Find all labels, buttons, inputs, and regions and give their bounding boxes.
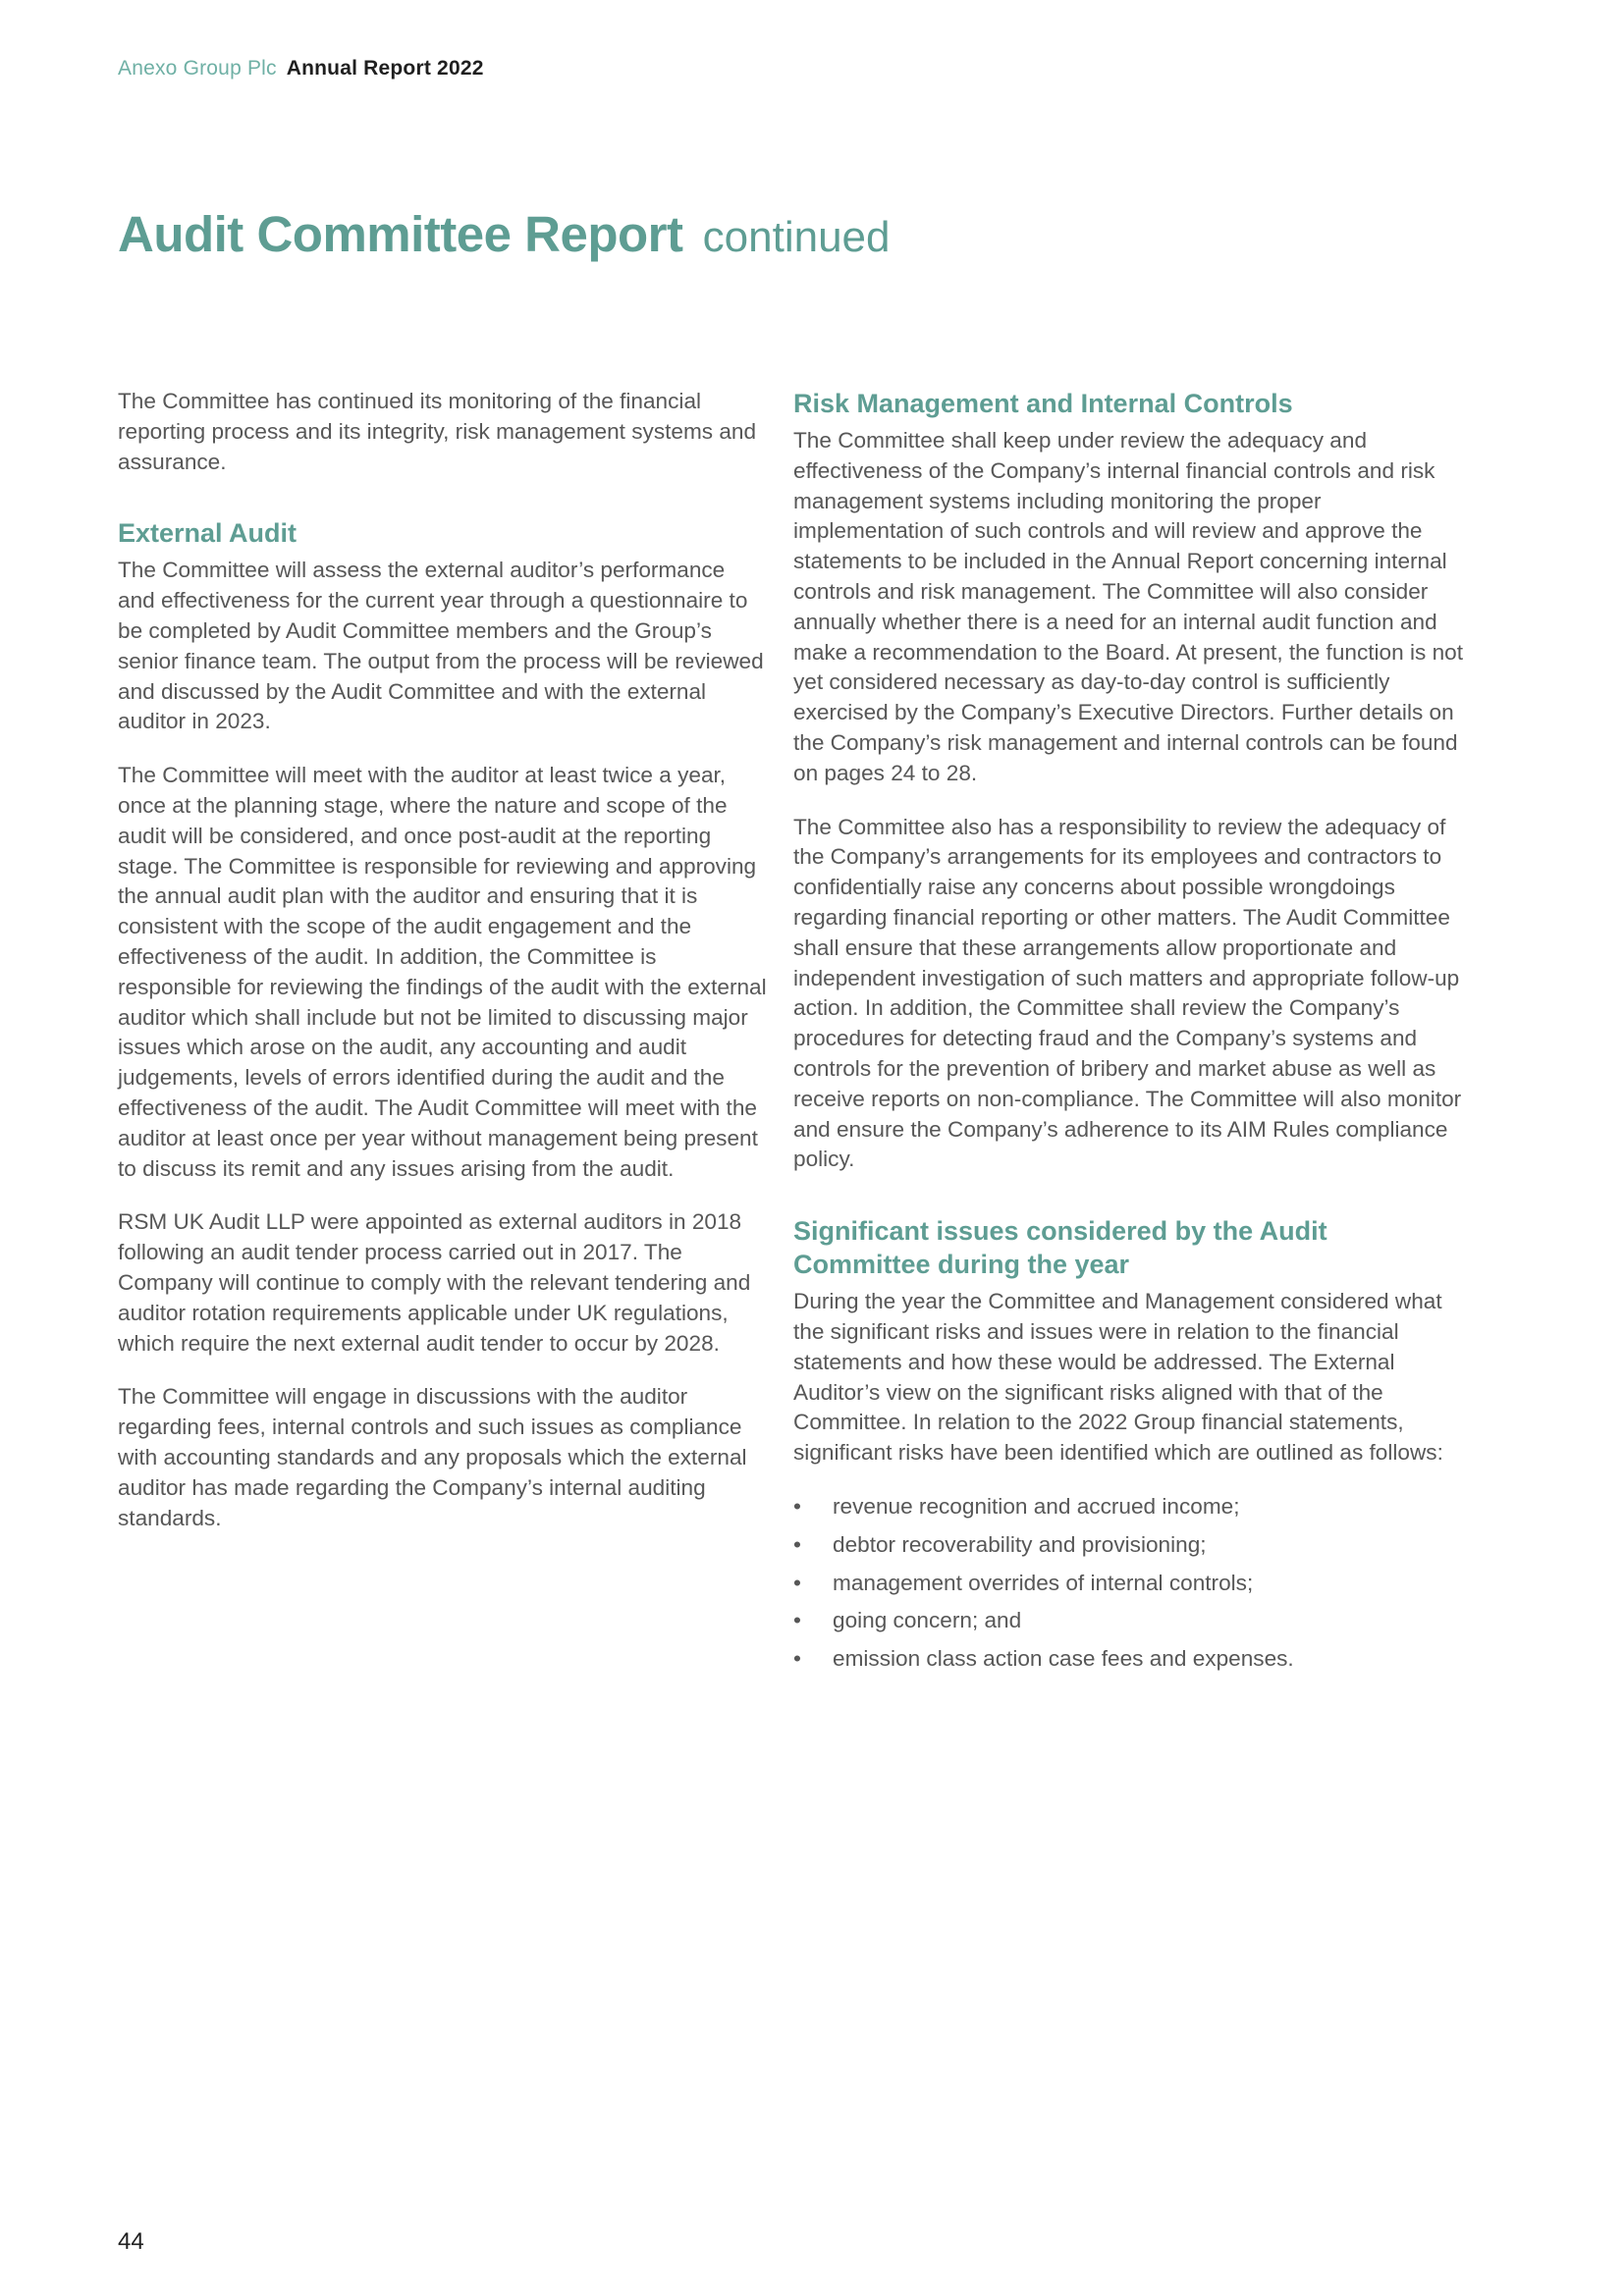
right-column [793,387,1471,1682]
list-item [793,1492,1471,1522]
running-header [118,57,484,80]
significant-issues-heading: Significant issues considered by the Audit Committee during the year [793,1216,1327,1280]
company-name: Anexo Group Plc [118,57,277,80]
external-audit-paragraph-1: The Committee will assess the external auditor’s performance and effectiveness for the current year through a questionnaire to be completed by Audit Committee members and the Group’s senior finance team. The output from the process will be reviewed and discussed by the Audit Committee and with the external auditor in 2023. [118,558,764,734]
report-title: Annual Report 2022 [286,57,484,80]
external-audit-paragraph-4: The Committee will engage in discussions with the auditor regarding fees, internal controls and such issues as compliance with accounting standards and any proposals which the external auditor has made regarding the Company’s internal auditing standards. [118,1384,747,1530]
external-audit-paragraph-3: RSM UK Audit LLP were appointed as external auditors in 2018 following an audit tender process carried out in 2017. The Company will continue to comply with the relevant tendering and auditor rotation requirements applicable under UK regulations, which require the next external audit tender to occur by 2028. [118,1209,751,1356]
intro-paragraph: The Committee has continued its monitoring of the financial reporting process and its integrity, risk management systems and assurance. [118,389,757,474]
list-item [793,1644,1471,1675]
risk-management-heading: Risk Management and Internal Controls [793,389,1293,418]
page-title-continued: continued [702,213,891,261]
page-title-main: Audit Committee Report [118,206,683,262]
external-audit-heading: External Audit [118,518,298,549]
list-item [793,1606,1471,1636]
bullet-icon: • [793,1531,801,1557]
significant-risks-list [793,1492,1471,1675]
bullet-icon: • [793,1493,801,1519]
list-item-text: revenue recognition and accrued income; [833,1493,1240,1519]
page-number: 44 [118,2228,144,2255]
significant-issues-paragraph: During the year the Committee and Management considered what the significant risks and issues were in relation to the financial statements and how these would be addressed. The External Auditor’s view on the significant risks aligned with that of the Committee. In relation to the 2022 Group financial statements, significant risks have been identified which are outlined as follows: [793,1289,1443,1466]
list-item-text: management overrides of internal controls; [833,1570,1254,1595]
bullet-icon: • [793,1608,801,1633]
list-item [793,1530,1471,1561]
list-item-text: going concern; and [833,1608,1022,1633]
bullet-icon: • [793,1646,801,1672]
bullet-icon: • [793,1570,801,1595]
external-audit-paragraph-2: The Committee will meet with the auditor at least twice a year, once at the planning stage, where the nature and scope of the audit will be considered, and once post-audit at the reporting stage. The Committee is responsible for reviewing and approving the annual audit plan with the auditor and ensuring that it is consistent with the scope of the audit engagement and the effectiveness of the audit. In addition, the Committee is responsible for reviewing the findings of the audit with the external auditor which shall include but not be limited to discussing major issues which arose on the audit, any accounting and audit judgements, levels of errors identified during the audit and the effectiveness of the audit. The Audit Committee will meet with the auditor at least once per year without management being present to discuss its remit and any issues arising from the audit. [118,763,767,1181]
list-item-text: emission class action case fees and expenses. [833,1646,1294,1672]
risk-paragraph-2: The Committee also has a responsibility to review the adequacy of the Company’s arrangements for its employees and contractors to confidentially raise any concerns about possible wrongdoings regarding financial reporting or other matters. The Audit Committee shall ensure that these arrangements allow proportionate and independent investigation of such matters and appropriate follow-up action. In addition, the Committee shall review the Company’s procedures for detecting fraud and the Company’s systems and controls for the prevention of bribery and market abuse as well as receive reports on non-compliance. The Committee will also monitor and ensure the Company’s adherence to its AIM Rules compliance policy. [793,814,1462,1172]
page-title [118,204,891,268]
left-column [118,387,768,1557]
risk-paragraph-1: The Committee shall keep under review the adequacy and effectiveness of the Company’s internal financial controls and risk management systems including monitoring the proper implementation of such controls and will review and approve the statements to be included in the Annual Report concerning internal controls and risk management. The Committee will also consider annually whether there is a need for an internal audit function and make a recommendation to the Board. At present, the function is not yet considered necessary as day-to-day control is sufficiently exercised by the Company’s Executive Directors. Further details on the Company’s risk management and internal controls can be found on pages 24 to 28. [793,428,1463,785]
list-item [793,1569,1471,1599]
list-item-text: debtor recoverability and provisioning; [833,1531,1207,1557]
